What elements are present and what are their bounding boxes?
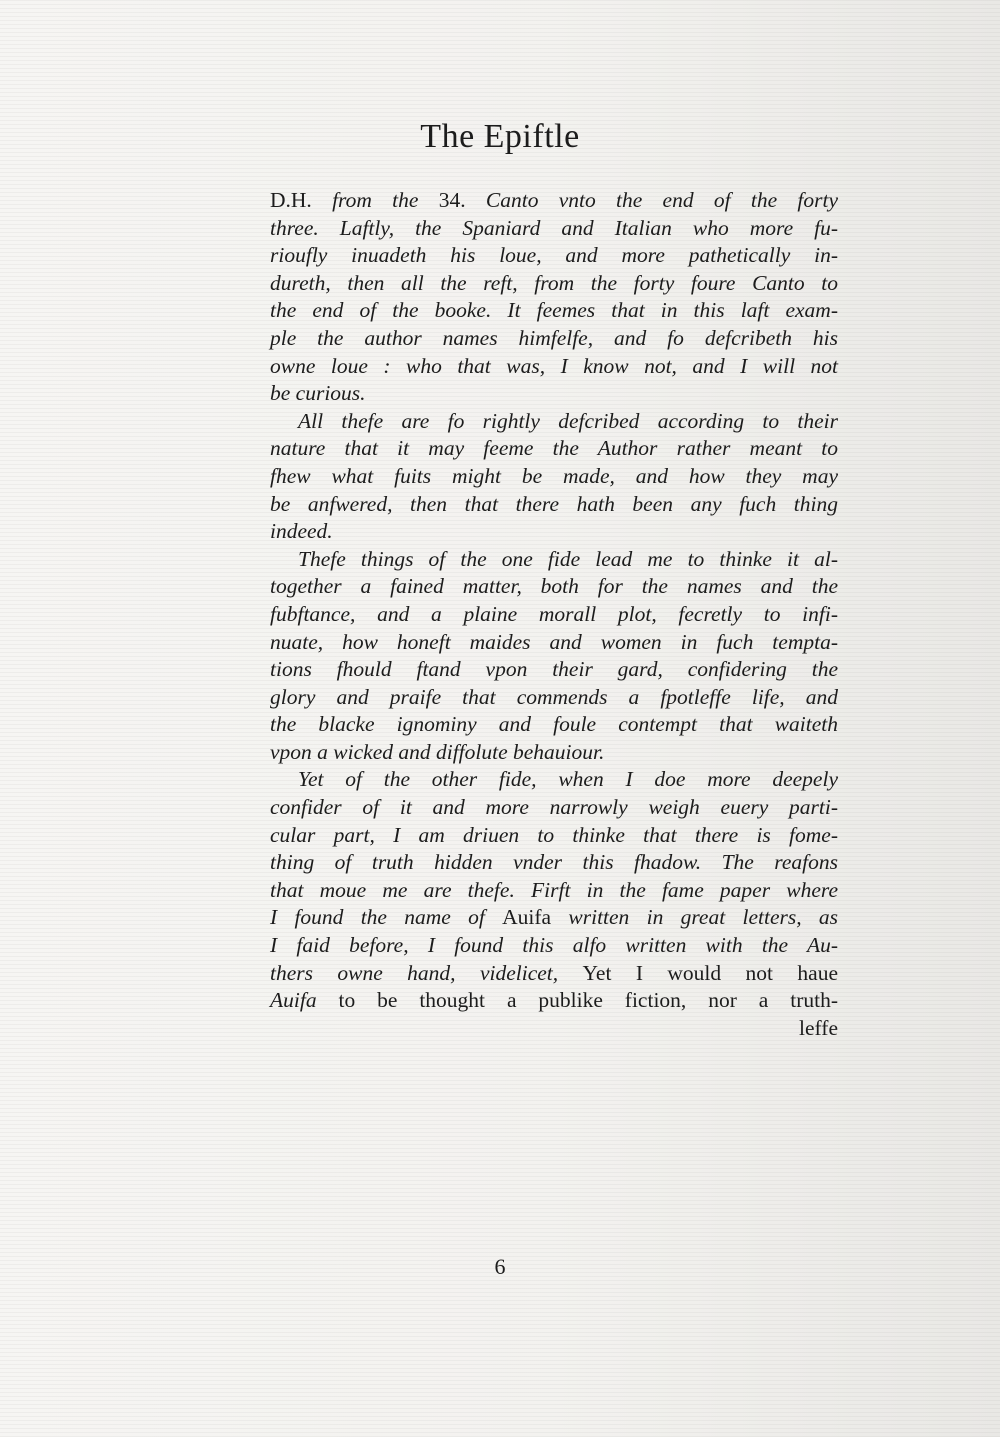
text-run: glory and praife that commends a fpotleffe life, and bbox=[270, 684, 838, 709]
text-line bbox=[270, 711, 838, 739]
text-run: fhew what fuits might be made, and how they may bbox=[270, 463, 838, 488]
text-line bbox=[270, 932, 838, 960]
text-line bbox=[270, 684, 838, 712]
text-line bbox=[270, 242, 838, 270]
text-run: All thefe are fo rightly defcribed according to their bbox=[298, 408, 838, 433]
text-line bbox=[270, 849, 838, 877]
text-run: Auifa bbox=[270, 988, 339, 1013]
text-line bbox=[270, 380, 838, 408]
text-line bbox=[270, 987, 838, 1015]
text-run: 34. bbox=[438, 188, 486, 212]
text-line bbox=[270, 904, 838, 932]
text-line bbox=[270, 491, 838, 519]
text-line bbox=[270, 794, 838, 822]
text-line bbox=[270, 739, 838, 767]
running-head: The Epiftle bbox=[420, 118, 580, 155]
text-line bbox=[270, 325, 838, 353]
text-run: be curious. bbox=[270, 381, 366, 406]
text-line bbox=[270, 270, 838, 298]
text-run: I found the name of bbox=[270, 905, 503, 930]
text-run: together a fained matter, both for the names and the bbox=[270, 574, 838, 599]
body-text bbox=[270, 187, 838, 1042]
text-line bbox=[270, 435, 838, 463]
text-run: three. Laftly, the Spaniard and Italian who more fu- bbox=[270, 215, 838, 240]
text-line bbox=[270, 215, 838, 243]
text-line bbox=[270, 353, 838, 381]
text-line bbox=[270, 187, 838, 215]
text-run: ple the author names himfelfe, and fo defcribeth his bbox=[270, 325, 838, 350]
text-run: Yet I would not haue bbox=[582, 960, 838, 985]
text-line bbox=[270, 518, 838, 546]
text-run: Auifa bbox=[502, 905, 569, 930]
text-run: that moue me are thefe. Firft in the fame paper where bbox=[270, 877, 838, 902]
text-run: nuate, how honeft maides and women in fuch tempta- bbox=[270, 629, 838, 654]
text-run: thers owne hand, videlicet, bbox=[270, 960, 583, 985]
text-run: confider of it and more narrowly weigh euery parti- bbox=[270, 795, 838, 820]
text-line bbox=[270, 601, 838, 629]
text-line bbox=[270, 629, 838, 657]
text-line bbox=[270, 546, 838, 574]
text-run: owne loue : who that was, I know not, and I will not bbox=[270, 353, 838, 378]
text-run: cular part, I am driuen to thinke that there is fome- bbox=[270, 822, 838, 847]
text-run: indeed. bbox=[270, 519, 333, 544]
text-run: vpon a wicked and diffolute behauiour. bbox=[270, 739, 605, 764]
text-line bbox=[270, 960, 838, 988]
text-run: Thefe things of the one fide lead me to thinke it al- bbox=[298, 546, 838, 571]
text-run: nature that it may feeme the Author rather meant to bbox=[270, 436, 838, 461]
text-line bbox=[270, 573, 838, 601]
text-line bbox=[270, 408, 838, 436]
text-run: rioufly inuadeth his loue, and more pathetically in- bbox=[270, 243, 838, 268]
text-run: to be thought a publike fiction, nor a truth- bbox=[338, 988, 838, 1013]
text-line bbox=[270, 1015, 838, 1043]
text-run: the blacke ignominy and foule contempt that waiteth bbox=[270, 712, 838, 737]
text-run: fubftance, and a plaine morall plot, fecretly to infi- bbox=[270, 601, 838, 626]
text-line bbox=[270, 656, 838, 684]
text-run: leffe bbox=[799, 1015, 838, 1040]
text-line bbox=[270, 822, 838, 850]
text-line bbox=[270, 297, 838, 325]
text-run: thing of truth hidden vnder this fhadow. The reafons bbox=[270, 850, 838, 875]
text-run: I faid before, I found this alfo written with the Au- bbox=[270, 933, 838, 958]
text-run: Canto vnto the end of the forty bbox=[485, 188, 838, 212]
text-line bbox=[270, 766, 838, 794]
text-line bbox=[270, 463, 838, 491]
text-run: the end of the booke. It feemes that in this laft exam- bbox=[270, 298, 838, 323]
text-run: dureth, then all the reft, from the forty foure Canto to bbox=[270, 270, 838, 295]
text-run: from the bbox=[332, 188, 439, 212]
text-run: written in great letters, as bbox=[568, 905, 839, 930]
page-number: 6 bbox=[494, 1254, 506, 1279]
text-line bbox=[270, 877, 838, 905]
text-run: D.H. bbox=[270, 188, 333, 212]
text-run: be anfwered, then that there hath been any fuch thing bbox=[270, 491, 838, 516]
text-run: Yet of the other fide, when I doe more deepely bbox=[298, 767, 838, 792]
text-run: tions fhould ftand vpon their gard, confidering the bbox=[270, 657, 838, 682]
